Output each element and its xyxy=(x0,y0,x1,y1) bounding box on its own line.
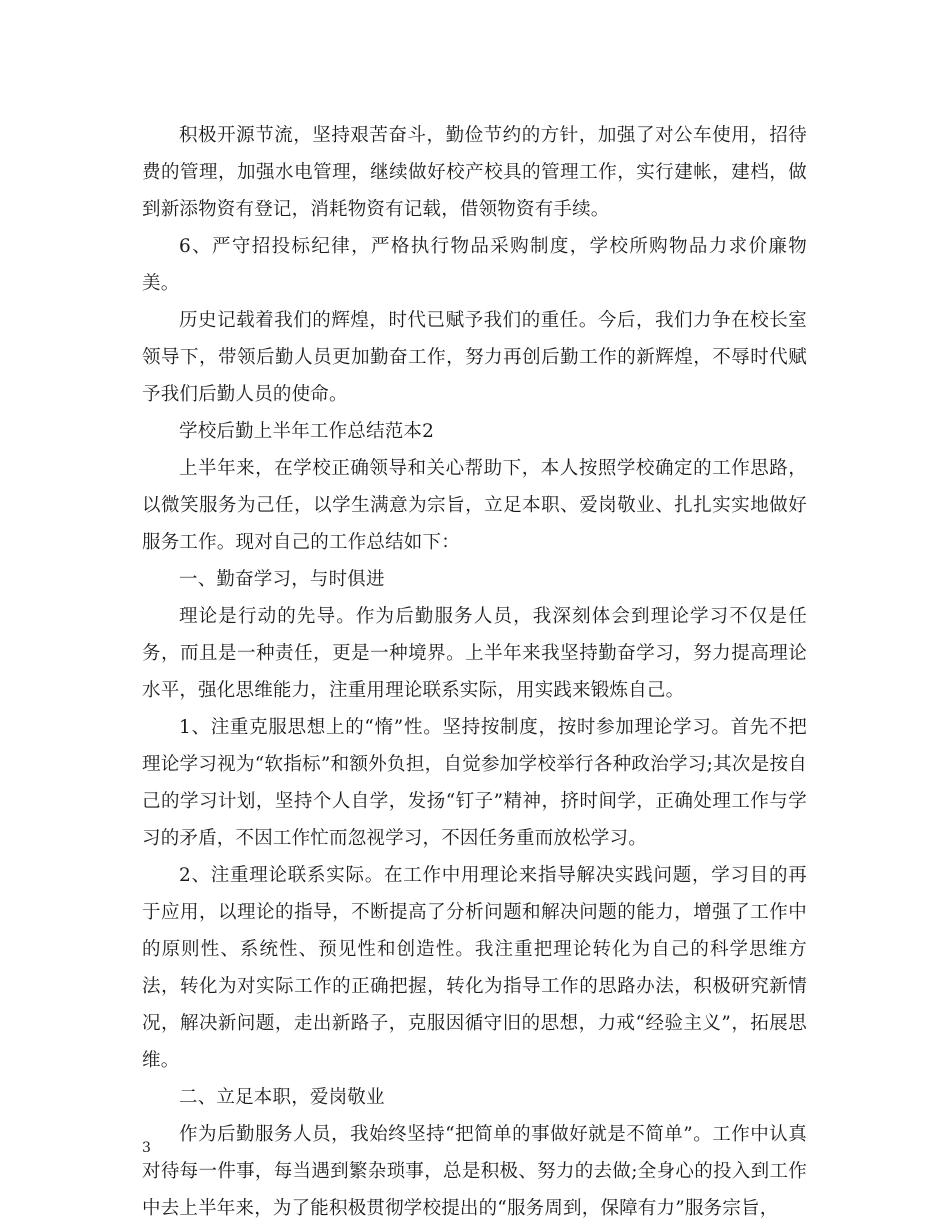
document-body xyxy=(142,117,807,1227)
section-heading: 一、勤奋学习，与时俱进 xyxy=(179,569,385,590)
paragraph: 1、注重克服思想上的“惰”性。坚持按制度，按时参加理论学习。首先不把理论学习视为“软指标”和额外负担，自觉参加学校举行各种政治学习;其次是按自己的学习计划，坚持个人自学，发扬“钉子”精神，挤时间学，正确处理工作与学习的矛盾，不因工作忙而忽视学习，不因任务重而放松学习。 xyxy=(142,717,807,849)
paragraph: 积极开源节流，坚持艰苦奋斗，勤俭节约的方针，加强了对公车使用，招待费的管理，加强水电管理，继续做好校产校具的管理工作，实行建帐，建档，做到新添物资有登记，消耗物资有记载，借领物资有手续。 xyxy=(142,125,807,220)
paragraph: 6、严守招投标纪律，严格执行物品采购制度，学校所购物品力求价廉物美。 xyxy=(142,236,807,294)
paragraph: 历史记载着我们的辉煌，时代已赋予我们的重任。今后，我们力争在校长室领导下，带领后勤人员更加勤奋工作，努力再创后勤工作的新辉煌，不辱时代赋予我们后勤人员的使命。 xyxy=(142,310,807,405)
page-number: 3 xyxy=(142,1140,151,1156)
paragraph: 作为后勤服务人员，我始终坚持“把简单的事做好就是不简单”。工作中认真对待每一件事，每当遇到繁杂琐事，总是积极、努力的去做;全身心的投入到工作中去上半年来，为了能积极贯彻学校提出的“服务周到，保障有力”服务宗旨， xyxy=(142,1124,807,1219)
section-heading: 学校后勤上半年工作总结范本2 xyxy=(179,421,435,442)
paragraph: 理论是行动的先导。作为后勤服务人员，我深刻体会到理论学习不仅是任务，而且是一种责任，更是一种境界。上半年来我坚持勤奋学习，努力提高理论水平，强化思维能力，注重用理论联系实际，用实践来锻炼自己。 xyxy=(142,606,807,701)
paragraph: 上半年来，在学校正确领导和关心帮助下，本人按照学校确定的工作思路，以微笑服务为己任，以学生满意为宗旨，立足本职、爱岗敬业、扎扎实实地做好服务工作。现对自己的工作总结如下： xyxy=(142,458,807,553)
paragraph: 2、注重理论联系实际。在工作中用理论来指导解决实践问题，学习目的再于应用，以理论的指导，不断提高了分析问题和解决问题的能力，增强了工作中的原则性、系统性、预见性和创造性。我注重把理论转化为自己的科学思维方法，转化为对实际工作的正确把握，转化为指导工作的思路办法，积极研究新情况，解决新问题，走出新路子，克服因循守旧的思想，力戒“经验主义”，拓展思维。 xyxy=(142,865,807,1071)
section-heading: 二、立足本职，爱岗敬业 xyxy=(179,1087,385,1108)
